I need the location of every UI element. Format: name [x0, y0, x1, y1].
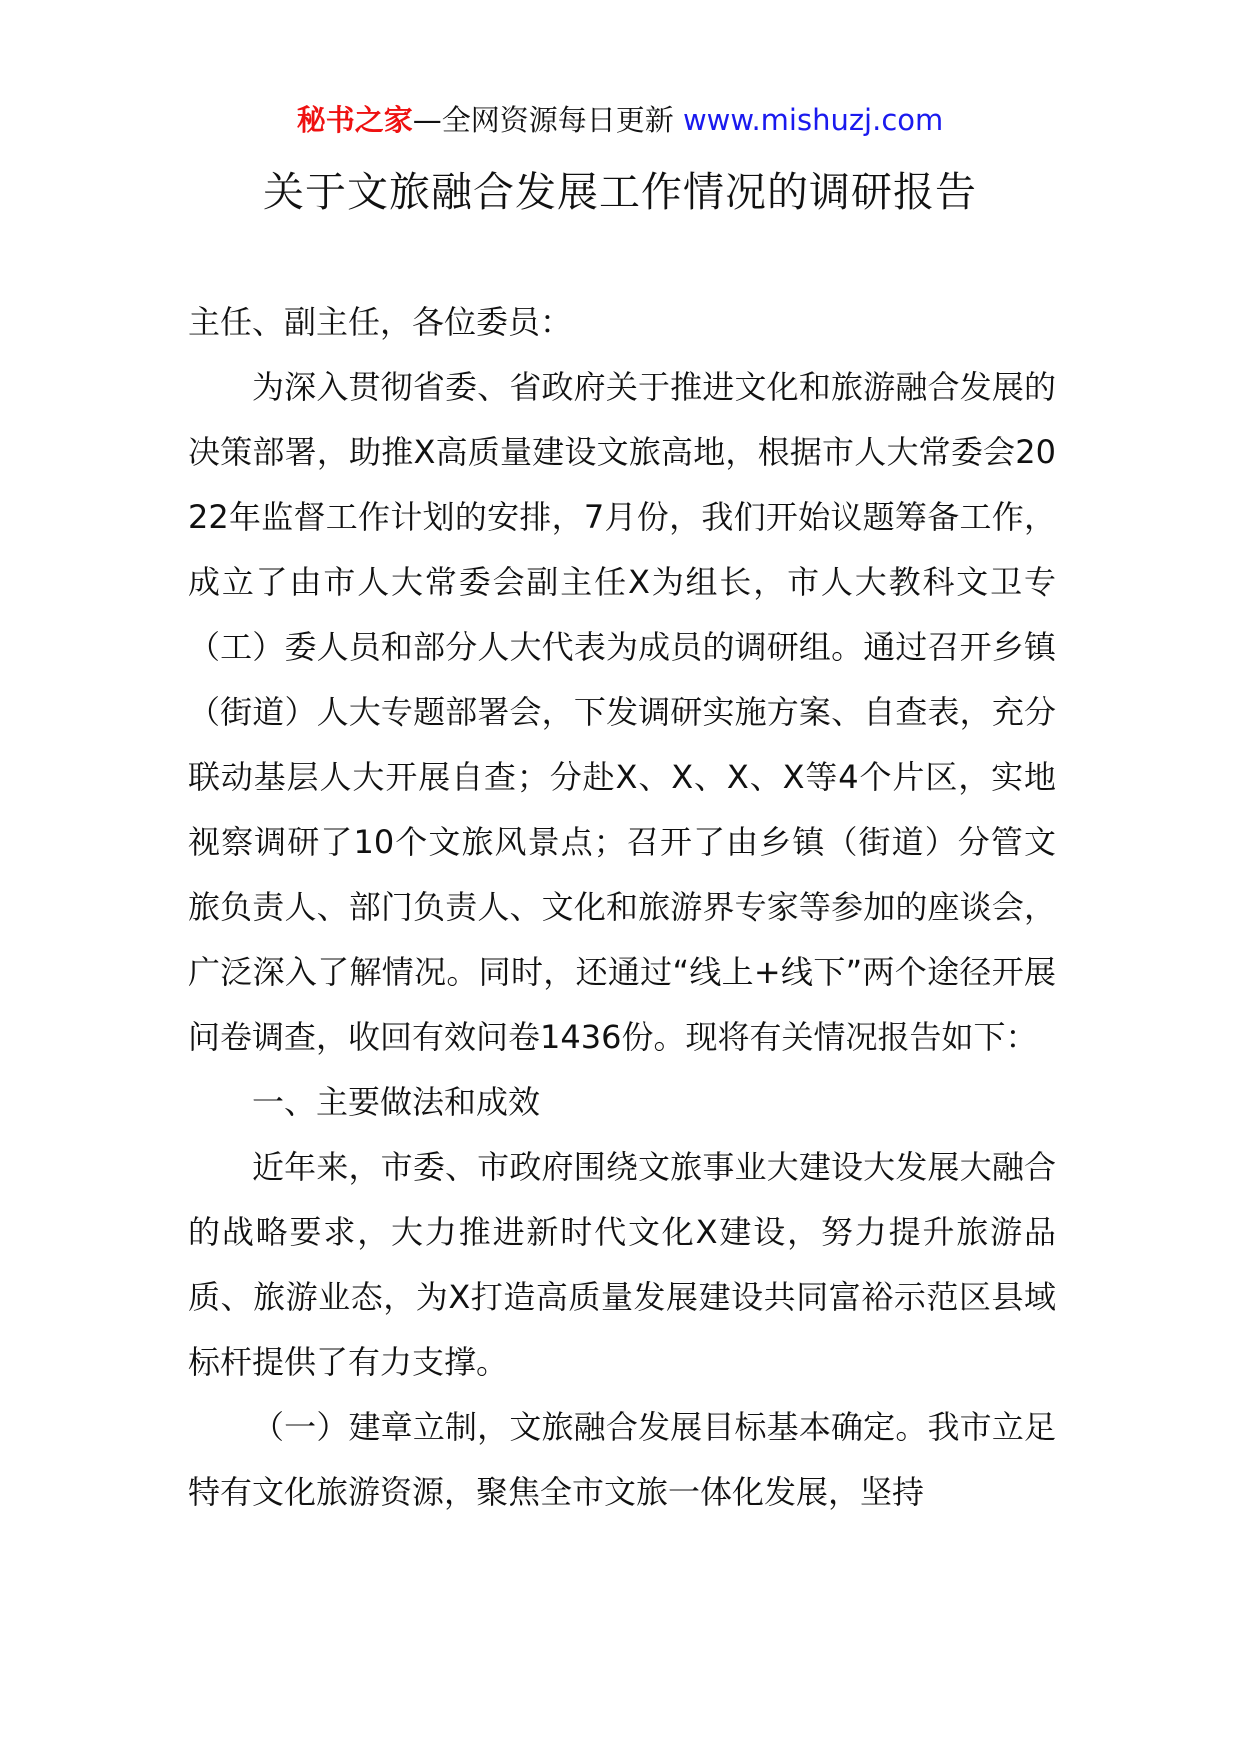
- brand-name: 秘书之家: [296, 103, 413, 137]
- paragraph-subsection-1: （一）建章立制，文旅融合发展目标基本确定。我市立足特有文化旅游资源，聚焦全市文旅一体化发展，坚持: [188, 1408, 1056, 1511]
- salutation: 主任、副主任，各位委员：: [188, 303, 573, 341]
- section-heading: 一、主要做法和成效: [252, 1083, 541, 1121]
- document-body: [188, 290, 1056, 1525]
- site-url-link[interactable]: www.mishuzj.com: [682, 103, 944, 137]
- paragraph-overview: 近年来，市委、市政府围绕文旅事业大建设大发展大融合的战略要求，大力推进新时代文化X建设，努力提升旅游品质、旅游业态，为X打造高质量发展建设共同富裕示范区县域标杆提供了有力支撑。: [188, 1148, 1056, 1381]
- site-header: [0, 100, 1240, 140]
- header-tagline: —全网资源每日更新: [412, 103, 674, 137]
- paragraph-intro: 为深入贯彻省委、省政府关于推进文化和旅游融合发展的决策部署，助推X高质量建设文旅高地，根据市人大常委会2022年监督工作计划的安排，7月份，我们开始议题筹备工作，成立了由市人大常委会副主任X为组长，市人大教科文卫专（工）委人员和部分人大代表为成员的调研组。通过召开乡镇（街道）人大专题部署会，下发调研实施方案、自查表，充分联动基层人大开展自查；分赴X、X、X、X等4个片区，实地视察调研了10个文旅风景点；召开了由乡镇（街道）分管文旅负责人、部门负责人、文化和旅游界专家等参加的座谈会，广泛深入了解情况。同时，还通过“线上+线下”两个途径开展问卷调查，收回有效问卷1436份。现将有关情况报告如下：: [188, 368, 1056, 1056]
- document-title: 关于文旅融合发展工作情况的调研报告: [263, 168, 977, 216]
